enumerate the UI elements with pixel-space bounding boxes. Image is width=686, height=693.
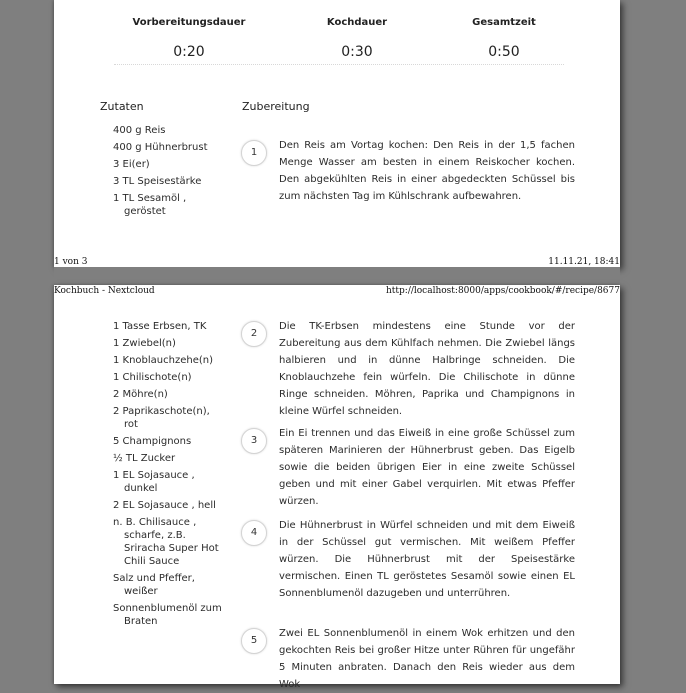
ingredient-item: Sonnenblumenöl zum Braten: [113, 603, 222, 627]
ingredient-item: 400 g Reis: [113, 125, 166, 136]
ingredient-item: 2 Paprikaschote(n), rot: [113, 406, 210, 430]
step-text: Die Hühnerbrust in Würfel schneiden und mit dem Eiweiß in der Schüssel gut vermischen. Mit weißem Pfeffer würzen. Die Hühnerbrust mit der Speisestärke vermischen. Einen TL geröstetes Sesamöl sowie einen EL Sonnenblumenöl dazugeben und unterrühren.: [279, 520, 575, 599]
cook-time-value: 0:30: [341, 44, 373, 60]
prep-time-label: Vorbereitungsdauer: [132, 17, 246, 28]
footer-datetime: 11.11.21, 18:41: [548, 257, 620, 267]
ingredient-item: 1 Knoblauchzehe(n): [113, 355, 214, 366]
page-gap: [54, 267, 620, 285]
ingredient-item: 1 Chilischote(n): [113, 372, 192, 383]
step-text: Ein Ei trennen und das Eiweiß in eine große Schüssel zum späteren Marinieren der Hühnerbrust geben. Das Eigelb sowie die beiden übrigen Eier in eine zweite Schüssel geben und mit einer Gabel verquirlen. Mit etwas Pfeffer würzen.: [279, 428, 575, 507]
total-time-value: 0:50: [488, 44, 520, 60]
preparation-title: Zubereitung: [242, 100, 310, 113]
cook-time-label: Kochdauer: [326, 17, 388, 28]
ingredient-item: 1 Zwiebel(n): [113, 338, 176, 349]
total-time-label: Gesamtzeit: [472, 17, 536, 28]
step-text: Zwei EL Sonnenblumenöl in einem Wok erhitzen und den gekochten Reis bei großer Hitze unter Rühren für ungefähr 5 Minuten anbraten. Danach den Reis wieder aus dem Wok: [279, 628, 575, 690]
time-divider: [114, 64, 564, 65]
print-page-2: [54, 285, 620, 690]
ingredient-list-page2: [113, 320, 223, 632]
ingredient-item: 1 TL Sesamöl , geröstet: [113, 193, 187, 217]
step-number: 4: [241, 520, 267, 546]
print-page-1: [54, 0, 620, 267]
ingredient-item: 400 g Hühnerbrust: [113, 142, 208, 153]
ingredient-item: 3 TL Speisestärke: [113, 176, 202, 187]
header-title: Kochbuch - Nextcloud: [54, 286, 155, 296]
step-text: Den Reis am Vortag kochen: Den Reis in der 1,5 fachen Menge Wasser am besten in einem Reiskocher kochen. Den abgekühlten Reis in einer abgedeckten Schüssel bis zum nächsten Tag im Kühlschrank aufbewahren.: [279, 140, 575, 202]
step-number: 1: [241, 140, 267, 166]
ingredient-item: 1 EL Sojasauce , dunkel: [113, 470, 195, 494]
ingredient-item: 5 Champignons: [113, 436, 192, 447]
ingredient-item: 3 Ei(er): [113, 159, 150, 170]
ingredients-title: Zutaten: [100, 100, 144, 113]
step-text: Die TK-Erbsen mindestens eine Stunde vor der Zubereitung aus dem Kühlfach nehmen. Die Zwiebel längs halbieren und in dünne Halbringe schneiden. Die Knoblauchzehe fein würfeln. Die Chilischote in dünne Ringe schneiden. Möhren, Paprika und Champignons in kleine Würfel schneiden.: [279, 321, 575, 417]
step-number: 2: [241, 321, 267, 347]
ingredient-item: Salz und Pfeffer, weißer: [113, 573, 195, 597]
ingredient-item: ½ TL Zucker: [113, 453, 176, 464]
ingredient-item: 2 Möhre(n): [113, 389, 168, 400]
ingredient-item: n. B. Chilisauce , scharfe, z.B. Sriracha Super Hot Chili Sauce: [113, 517, 219, 567]
footer-page-count: 1 von 3: [54, 257, 88, 267]
step-number: 3: [241, 428, 267, 454]
ingredient-item: 2 EL Sojasauce , hell: [113, 500, 216, 511]
ingredient-list-page1: [113, 124, 223, 222]
step-number: 5: [241, 628, 267, 654]
ingredient-item: 1 Tasse Erbsen, TK: [113, 321, 207, 332]
header-url: http://localhost:8000/apps/cookbook/#/recipe/8677: [386, 286, 620, 296]
prep-time-value: 0:20: [173, 44, 205, 60]
